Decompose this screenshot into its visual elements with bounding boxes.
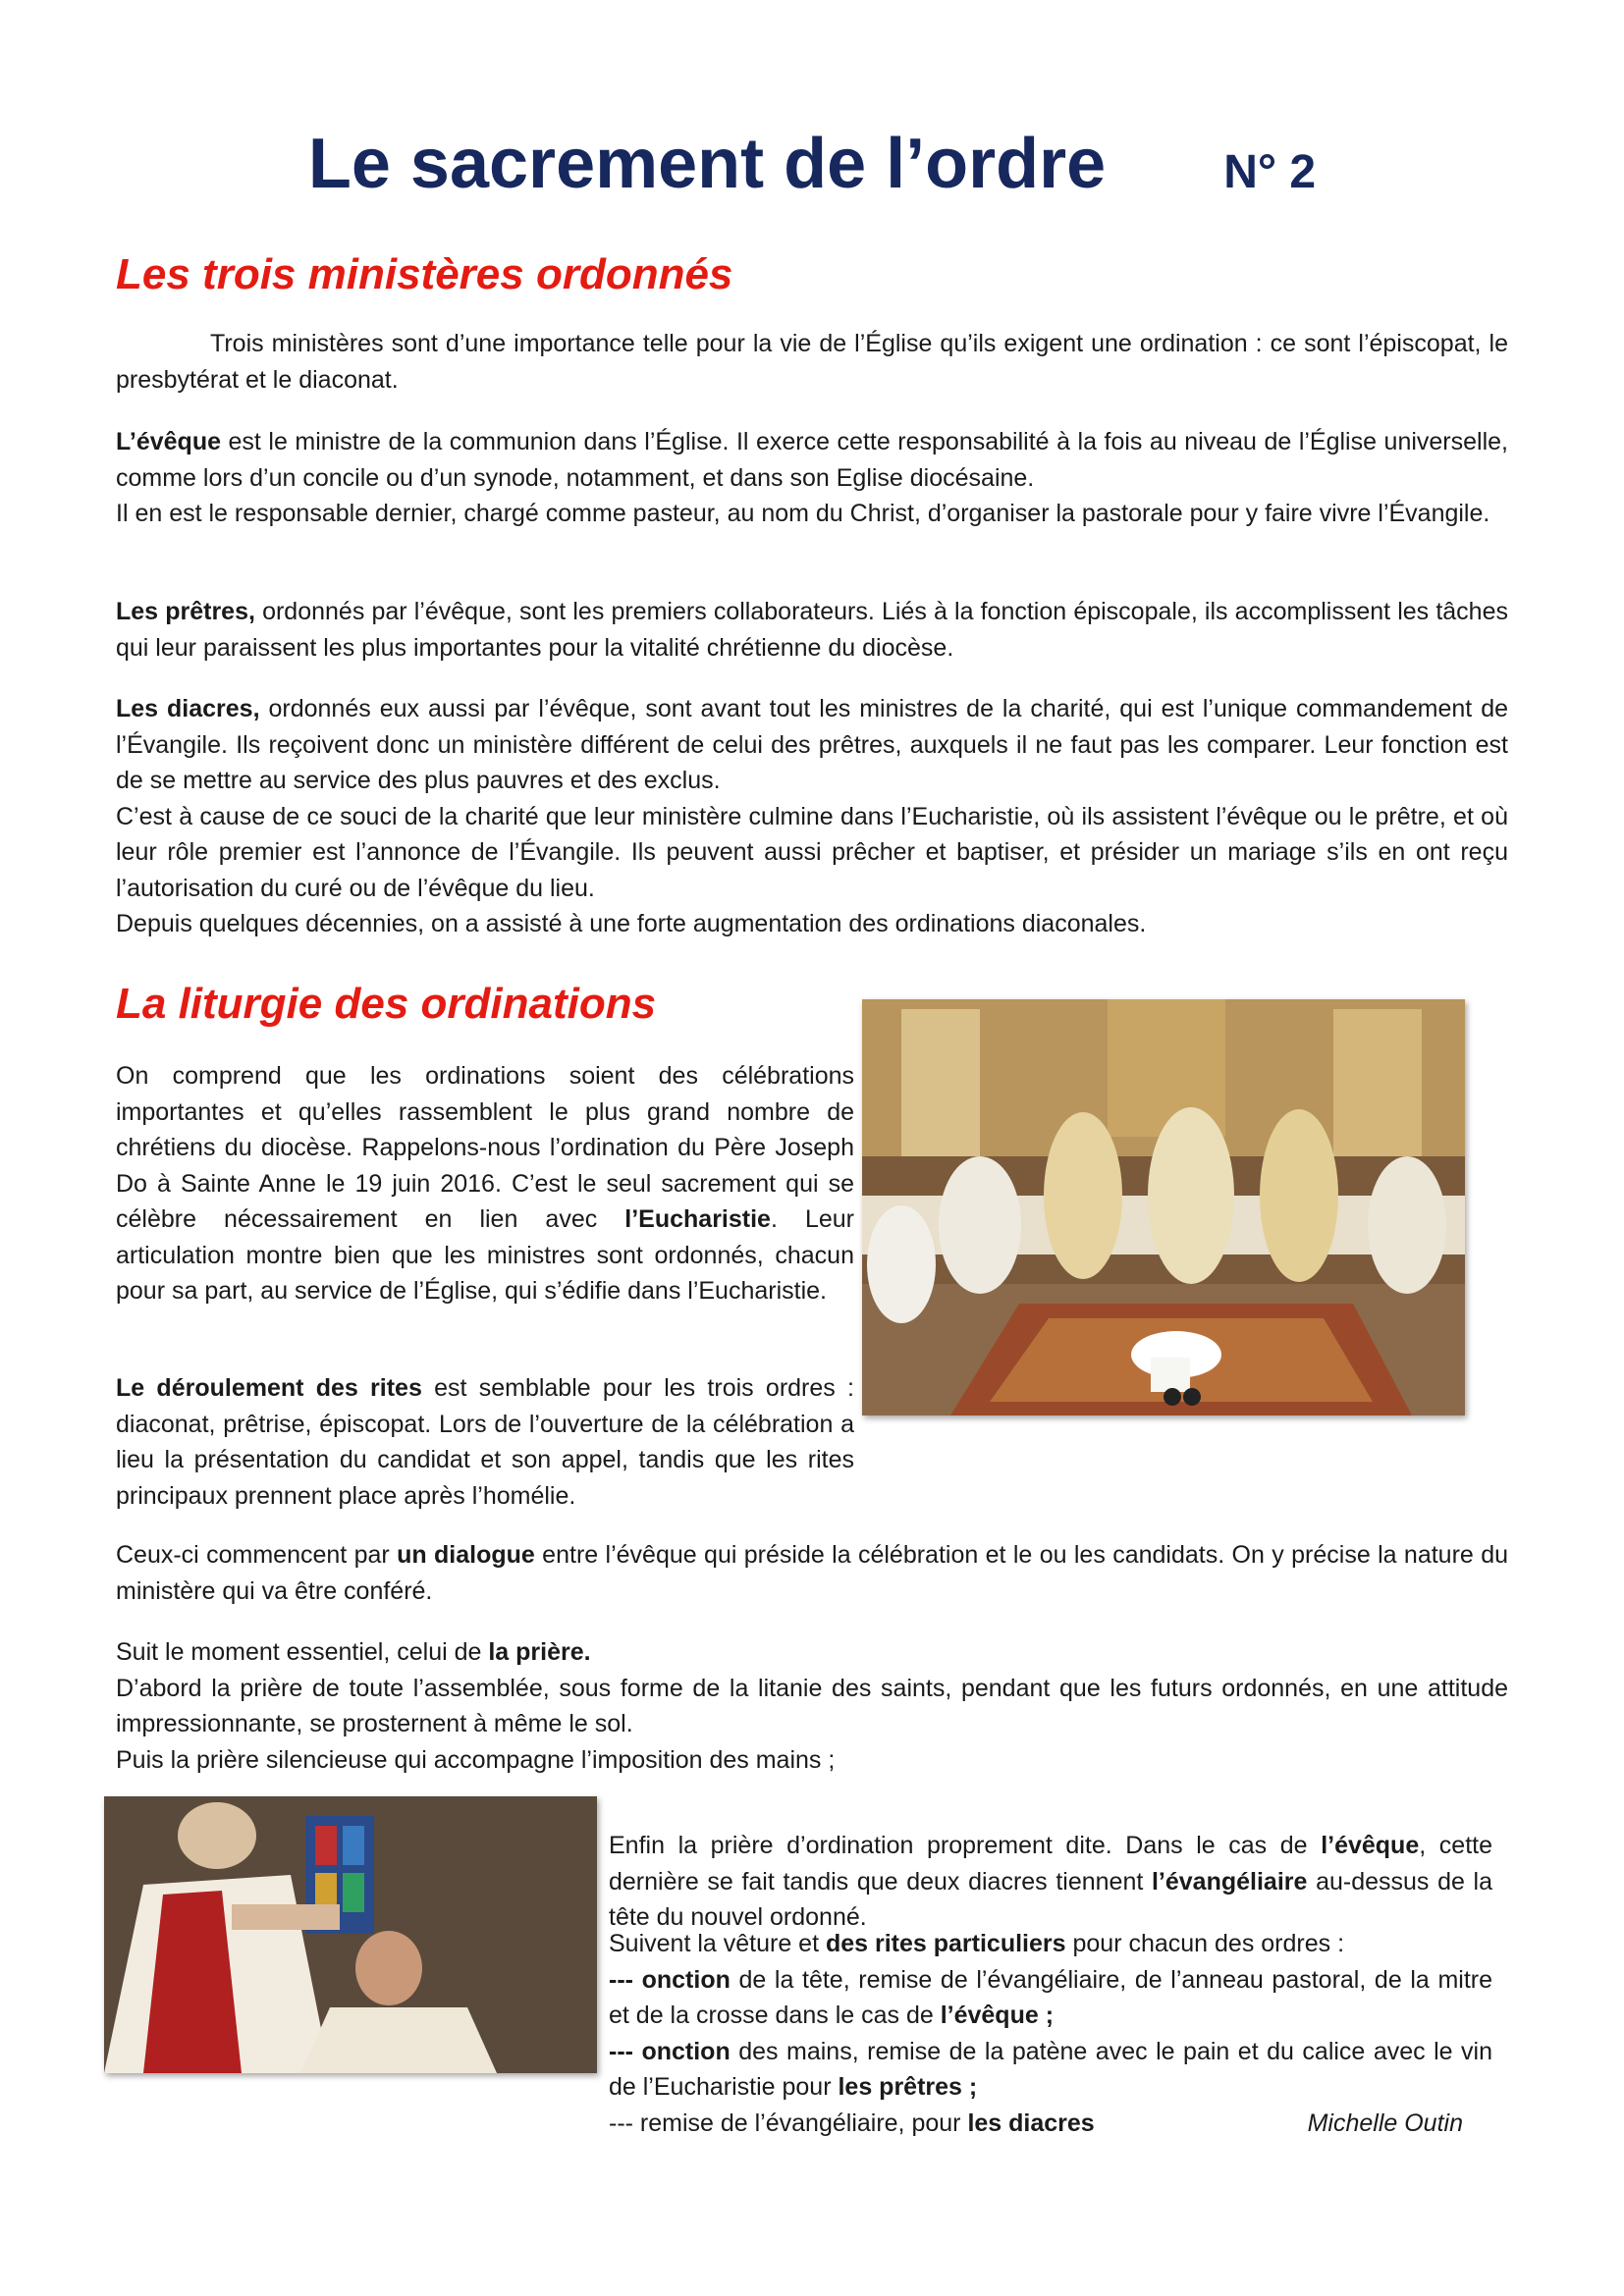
liturgie-paragraph-4: Suit le moment essentiel, celui de la prière. D’abord la prière de toute l’assemblée, sous forme de la litanie des saints, pendant que les futurs ordonnés, en une attitude impressionnante, se prosternent à même le sol. Puis la prière silencieuse qui accompagne l’imposition des mains ; — [116, 1638, 1508, 1774]
section-heading-ministeres: Les trois ministères ordonnés — [116, 250, 733, 298]
liturgie-paragraph-2: Le déroulement des rites est semblable pour les trois ordres : diaconat, prêtrise, épiscopat. Lors de l’ouverture de la célébration a lieu la présentation du candidat et son appel, tandis que les rites principaux prennent place après l’homélie. — [116, 1374, 854, 1510]
laying-on-of-hands-photo — [104, 1796, 597, 2073]
diacres-paragraph: Les diacres, ordonnés eux aussi par l’évêque, sont avant tout les ministres de la charité, qui est l’unique commandement de l’Évangile. Ils reçoivent donc un ministère différent de celui des prêtres, auxquels il ne faut pas les comparer. Leur fonction est de se mettre au service des plus pauvres et des exclus. C’est à cause de ce souci de la charité que leur ministère culmine dans l’Eucharistie, où ils assistent l’évêque ou le prêtre, et où leur rôle premier est l’annonce de l’Évangile. Ils peuvent aussi prêcher et baptiser, et présider un mariage s’ils en ont reçu l’autorisation du curé ou de l’évêque du lieu. Depuis quelques décennies, on a assisté à une forte augmentation des ordinations diaconales. — [116, 695, 1509, 937]
ordination-prostration-photo — [862, 999, 1465, 1415]
author-signature: Michelle Outin — [1307, 2109, 1463, 2137]
liturgie-paragraph-1: On comprend que les ordinations soient des célébrations importantes et qu’elles rassemblent le plus grand nombre de chrétiens du diocèse. Rappelons-nous l’ordination du Père Joseph Do à Sainte Anne le 19 juin 2016. C’est le seul sacrement qui se célèbre nécessairement en lien avec l’Eucharistie. Leur articulation montre bien que les ministres sont ordonnés, chacun pour sa part, au service de l’Église, qui s’édifie dans l’Eucharistie. — [116, 1062, 854, 1305]
intro-paragraph: Trois ministères sont d’une importance telle pour la vie de l’Église qu’ils exigent une ordination : ce sont l’épiscopat, le presbytérat et le diaconat. — [116, 330, 1508, 394]
liturgie-paragraph-6: Suivent la vêture et des rites particuliers pour chacun des ordres : --- onction de la tête, remise de l’évangéliaire, de l’anneau pastoral, de la mitre et de la crosse dans le cas de l’évêque ; --- onction des mains, remise de la patène avec le pain et du calice avec le vin de l’Eucharistie pour les prêtres ; --- remise de l’évangéliaire, pour les diacres Michelle Outin — [609, 1926, 1492, 2141]
eveque-paragraph: L’évêque est le ministre de la communion dans l’Église. Il exerce cette responsabilité à la fois au niveau de l’Église universelle, comme lors d’un concile ou d’un synode, notamment, et dans son Eglise diocésaine. Il en est le responsable dernier, chargé comme pasteur, au nom du Christ, d’organiser la pastorale pour y faire vivre l’Évangile. — [116, 428, 1508, 527]
issue-number: N° 2 — [1223, 146, 1317, 198]
pretres-paragraph: Les prêtres, ordonnés par l’évêque, sont les premiers collaborateurs. Liés à la fonction épiscopale, ils accomplissent les tâches qui leur paraissent les plus importantes pour la vitalité chrétienne du diocèse. — [116, 598, 1508, 662]
title-main: Le sacrement de l’ordre — [307, 125, 1107, 203]
page-title — [0, 120, 1624, 217]
liturgie-paragraph-3: Ceux-ci commencent par un dialogue entre l’évêque qui préside la célébration et le ou les candidats. On y précise la nature du ministère qui va être conféré. — [116, 1541, 1508, 1605]
liturgie-paragraph-5: Enfin la prière d’ordination proprement dite. Dans le cas de l’évêque, cette dernière se fait tandis que deux diacres tiennent l’évangéliaire au-dessus de la tête du nouvel ordonné. — [609, 1832, 1493, 1931]
section-heading-liturgie: La liturgie des ordinations — [116, 980, 657, 1028]
